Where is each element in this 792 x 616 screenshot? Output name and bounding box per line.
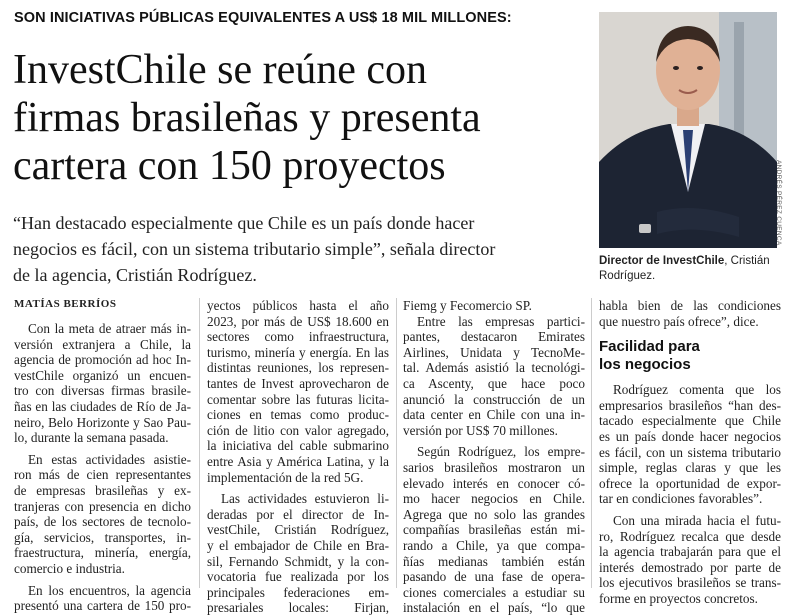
text-line: vestChile organizó un encuen- <box>14 367 191 383</box>
director-photo <box>599 12 777 248</box>
text-line: Según Rodríguez, los empre- <box>417 444 585 460</box>
text-line: de empresas brasileñas y ex- <box>14 482 191 498</box>
text-line: implementación de la red 5G. <box>207 469 364 485</box>
text-line: anunció la construcción de un <box>403 391 585 407</box>
text-line: data center en Chile con una in- <box>403 407 585 423</box>
paragraph <box>207 491 389 616</box>
portrait-illustration <box>599 12 777 248</box>
lede-line: negocios es fácil, con un sistema tributario simple”, señala director <box>13 239 496 259</box>
text-line: tranjeras con presencia en dicho <box>14 498 191 514</box>
section-subhead <box>599 338 781 374</box>
paragraph <box>403 314 585 439</box>
text-line: turismo, minería y energía. En las <box>207 344 389 360</box>
text-line: Airlines, Unidata y TecnoMe- <box>403 344 585 360</box>
text-line: versión por US$ 70 millones. <box>403 422 558 438</box>
text-line: gía, servicios, transportes, in- <box>14 529 191 545</box>
caption-name-line2: Rodríguez. <box>599 270 656 282</box>
text-line: ro, Rodríguez recalca que desde <box>599 528 781 544</box>
paragraph <box>207 298 389 485</box>
text-line: ñas en las ciudades de Río de Ja- <box>14 398 191 414</box>
paragraph <box>599 298 781 329</box>
subhead-line: Facilidad para <box>599 338 700 356</box>
text-line: lo, durante la semana pasada. <box>14 430 169 446</box>
photo-caption <box>599 254 784 284</box>
subhead-line: los negocios <box>599 356 691 374</box>
text-line: forme en proyectos concretos. <box>599 590 758 606</box>
text-line: instalación en el país, “lo que <box>403 600 585 616</box>
text-line: agencia de promoción ad hoc In- <box>14 352 191 368</box>
paragraph <box>14 321 191 446</box>
text-line: Las actividades estuvieron li- <box>221 491 389 507</box>
text-line: simple, reglas claras y que les <box>599 460 781 476</box>
headline-line: InvestChile se reúne con <box>13 47 428 93</box>
text-line: elevado interés en conocer có- <box>403 475 585 491</box>
text-line: neiro, Belo Horizonte y Sao Pau- <box>14 414 191 430</box>
text-line: habla bien de las condiciones <box>599 298 781 313</box>
lede-line: de la agencia, Cristián Rodríguez. <box>13 265 257 285</box>
text-line: vestChile, Cristián Rodríguez, <box>207 522 389 538</box>
text-line: ron más de cien representantes <box>14 467 191 483</box>
text-line: la agencia trabajarán para que el <box>599 544 781 560</box>
text-line: es un país donde hacer negocios <box>599 428 781 444</box>
text-line: ciones comerciales a estudiar su <box>403 584 585 600</box>
headline-line: firmas brasileñas y presenta <box>13 95 481 141</box>
column-divider <box>396 298 397 588</box>
text-line: interés demostrado por parte de <box>599 559 781 575</box>
text-line: sectores como infraestructura, <box>207 329 389 345</box>
text-line: sil, Fernando Schmidt, y la con- <box>207 553 389 569</box>
text-line: Fiemg y Fecomercio SP. <box>403 298 532 313</box>
text-line: distintas reuniones, los represen- <box>207 360 389 376</box>
text-line: fraestructura, minería, energía, <box>14 545 191 561</box>
headline <box>13 46 588 190</box>
text-line: que nuestro país ofrece”, dice. <box>599 313 759 329</box>
text-line: y el embajador de Chile en Bra- <box>207 537 389 553</box>
text-line: tal. Además asistió la tecnológi- <box>403 360 585 376</box>
text-line: principales federaciones em- <box>207 584 389 600</box>
text-line: tantes de Invest aprovecharon de <box>207 375 389 391</box>
text-line: compañías brasileñas están mi- <box>403 522 585 538</box>
text-line: En estas actividades asistie- <box>28 451 191 467</box>
text-line: Entre las empresas partici- <box>417 313 585 329</box>
text-line: ciones en temas como produc- <box>207 407 389 423</box>
text-line: entre Asia y América Latina, y la <box>207 453 389 469</box>
photo-credit: ANDRÉS PÉREZ CUENCA <box>775 160 782 246</box>
text-line: ca Ascenty, que hace poco <box>403 375 585 391</box>
text-line: mo hacer negocios en Chile. <box>403 491 585 507</box>
article-column-4 <box>599 298 781 607</box>
lede-line: “Han destacado especialmente que Chile es un país donde hacer <box>13 213 475 233</box>
text-line: la iniciativa del cable submarino <box>207 438 389 454</box>
text-line: vocatoria fue realizada por los <box>207 569 389 585</box>
paragraph <box>403 444 585 616</box>
caption-title: Director de InvestChile <box>599 255 725 267</box>
paragraph <box>599 513 781 607</box>
paragraph <box>403 298 585 314</box>
text-line: yectos públicos hasta el año <box>207 298 389 313</box>
lede-quote <box>13 210 591 288</box>
text-line: tro con diversas firmas brasile- <box>14 383 191 399</box>
headline-line: cartera con 150 proyectos <box>13 143 446 189</box>
column-divider <box>591 298 592 588</box>
article-column-3 <box>403 298 585 616</box>
text-line: ñías medianas también están <box>403 553 585 569</box>
text-line: comercio e industria. <box>14 560 125 576</box>
text-line: es fácil, con un sistema tributario <box>599 444 781 460</box>
text-line: presariales locales: Firjan, <box>207 600 389 616</box>
text-line: país, de los sectores de tecnolo- <box>14 514 191 530</box>
kicker: SON INICIATIVAS PÚBLICAS EQUIVALENTES A US$ 18 MIL MILLONES: <box>14 10 512 26</box>
article-column-1 <box>14 321 191 614</box>
caption-name: , Cristián <box>724 255 770 267</box>
text-line: En los encuentros, la agencia <box>28 582 191 598</box>
text-line: los ejecutivos brasileños se trans- <box>599 575 781 591</box>
text-line: Rodríguez comenta que los <box>613 382 781 398</box>
text-line: rando a Chile, ya que compa- <box>403 537 585 553</box>
column-divider <box>199 298 200 588</box>
paragraph <box>14 452 191 577</box>
text-line: pasando de una fase de opera- <box>403 569 585 585</box>
text-line: ofrece la oportunidad de expor- <box>599 475 781 491</box>
text-line: Con una mirada hacia el futu- <box>613 512 781 528</box>
text-line: versión extranjera a Chile, la <box>14 336 191 352</box>
text-line: tacado especialmente que Chile <box>599 413 781 429</box>
text-line: presentó una cartera de 150 pro- <box>14 598 191 614</box>
text-line: Agrega que no solo las grandes <box>403 506 585 522</box>
text-line: deradas por el director de In- <box>207 506 389 522</box>
text-line: empresarios brasileños “han des- <box>599 397 781 413</box>
text-line: sarios brasileños mostraron un <box>403 459 585 475</box>
article-column-2 <box>207 298 389 616</box>
text-line: ción de litio con valor agregado, <box>207 422 389 438</box>
text-line: tar en condiciones favorables”. <box>599 491 763 507</box>
text-line: 2023, por más de US$ 18.600 en <box>207 313 389 329</box>
text-line: pantes, destacaron Emirates <box>403 329 585 345</box>
text-line: comentar sobre las futuras licita- <box>207 391 389 407</box>
paragraph <box>599 382 781 507</box>
paragraph <box>14 583 191 614</box>
text-line: Con la meta de atraer más in- <box>28 321 191 336</box>
byline: MATÍAS BERRÍOS <box>14 298 117 310</box>
